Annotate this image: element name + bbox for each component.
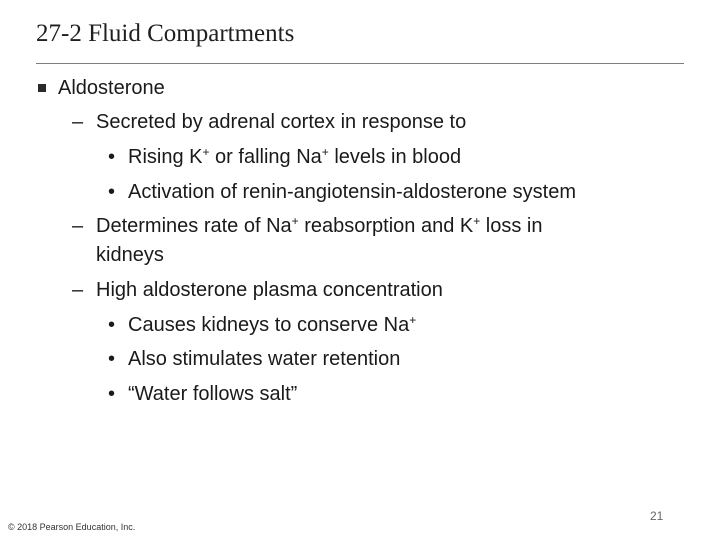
dash-bullet: – [72, 111, 84, 133]
dot-bullet: • [108, 314, 116, 336]
superscript-plus: + [473, 214, 481, 228]
text-part: loss in [480, 215, 543, 237]
superscript-plus: + [409, 313, 417, 327]
superscript-plus: + [202, 145, 210, 159]
text-part: Rising K [128, 146, 203, 168]
slide-title: 27-2 Fluid Compartments [36, 20, 295, 47]
list-item-water-retention: Also stimulates water retention [128, 348, 401, 370]
list-item-rising-k [128, 145, 461, 169]
square-bullet-icon [38, 84, 46, 92]
dot-bullet: • [108, 383, 116, 405]
text-part: Causes kidneys to conserve Na [128, 314, 410, 336]
list-item-high-aldosterone: High aldosterone plasma concentration [96, 279, 443, 301]
dot-bullet: • [108, 181, 116, 203]
text-part: levels in blood [328, 146, 462, 168]
superscript-plus: + [291, 214, 299, 228]
text-part: reabsorption and K [298, 215, 474, 237]
copyright-notice: © 2018 Pearson Education, Inc. [8, 522, 136, 532]
list-item-determines-rate [96, 214, 542, 238]
dash-bullet: – [72, 215, 84, 237]
dash-bullet: – [72, 279, 84, 301]
list-item-water-follows-salt: “Water follows salt” [128, 383, 298, 405]
dot-bullet: • [108, 146, 116, 168]
text-part: Determines rate of Na [96, 215, 292, 237]
page-number: 21 [650, 509, 664, 523]
heading-aldosterone: Aldosterone [58, 77, 165, 99]
text-part: or falling Na [209, 146, 322, 168]
superscript-plus: + [321, 145, 329, 159]
list-item-raas: Activation of renin-angiotensin-aldosterone system [128, 181, 577, 203]
dot-bullet: • [108, 348, 116, 370]
list-item-determines-rate-cont: kidneys [96, 244, 164, 266]
list-item-secreted: Secreted by adrenal cortex in response to [96, 111, 467, 133]
title-divider [36, 63, 684, 64]
list-item-conserve-na [128, 313, 416, 337]
